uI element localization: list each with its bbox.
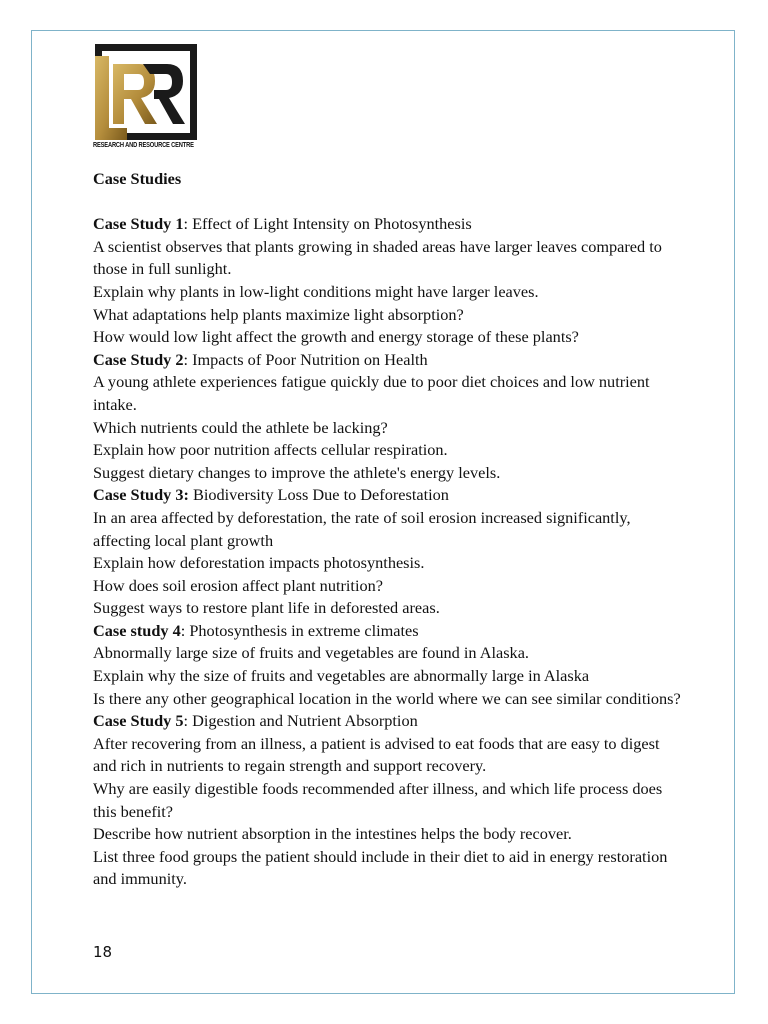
case-study-topic: : Digestion and Nutrient Absorption <box>183 711 418 731</box>
case-study-title <box>93 620 683 643</box>
case-study-line: Explain why the size of fruits and vegetables are abnormally large in Alaska <box>93 666 590 686</box>
logo-caption: RESEARCH AND RESOURCE CENTRE <box>93 142 194 149</box>
case-study-label: Case Study 2 <box>93 349 184 369</box>
case-study-line: How would low light affect the growth and energy storage of these plants? <box>93 327 579 347</box>
case-study-line: In an area affected by deforestation, the rate of soil erosion increased significantly, affecting local plant growth <box>93 507 631 550</box>
case-study-line: A young athlete experiences fatigue quickly due to poor diet choices and low nutrient intake. <box>93 372 650 414</box>
page-number: 18 <box>93 943 113 961</box>
page-heading: Case Studies <box>93 169 182 188</box>
case-study-line: Which nutrients could the athlete be lacking? <box>93 417 388 437</box>
case-study-topic: : Photosynthesis in extreme climates <box>180 620 419 640</box>
case-study-line: Suggest ways to restore plant life in deforested areas. <box>93 598 440 618</box>
case-study-line: A scientist observes that plants growing in shaded areas have larger leaves compared to those in full sunlight. <box>93 236 662 279</box>
case-study-line: Why are easily digestible foods recommended after illness, and which life process does this benefit? <box>93 779 663 821</box>
case-study-line: Abnormally large size of fruits and vegetables are found in Alaska. <box>93 643 529 663</box>
case-study-4 <box>93 620 683 710</box>
rr-monogram-icon <box>93 42 199 142</box>
case-study-line: Explain how poor nutrition affects cellular respiration. <box>93 440 448 460</box>
case-study-line: After recovering from an illness, a patient is advised to eat foods that are easy to digest and rich in nutrients to regain strength and support recovery. <box>93 733 660 776</box>
case-study-5 <box>93 710 683 891</box>
case-study-title <box>93 213 683 236</box>
case-study-1 <box>93 213 683 349</box>
case-study-line: How does soil erosion affect plant nutrition? <box>93 575 383 595</box>
case-study-line: Suggest dietary changes to improve the athlete's energy levels. <box>93 462 501 482</box>
case-study-title <box>93 710 683 733</box>
case-study-line: List three food groups the patient should include in their diet to aid in energy restoration and immunity. <box>93 846 668 889</box>
case-study-label: Case Study 5 <box>93 711 184 731</box>
document-body <box>93 168 683 891</box>
case-study-2 <box>93 349 683 485</box>
case-study-list <box>93 213 683 891</box>
case-study-line: Explain why plants in low-light conditions might have larger leaves. <box>93 281 539 301</box>
case-study-topic: : Impacts of Poor Nutrition on Health <box>183 349 428 369</box>
case-study-label: Case Study 3: <box>93 485 189 505</box>
case-study-line: Is there any other geographical location in the world where we can see similar conditions? <box>93 688 681 708</box>
rrc-logo <box>93 42 199 154</box>
case-study-line: Describe how nutrient absorption in the intestines helps the body recover. <box>93 824 572 844</box>
case-study-title <box>93 484 683 507</box>
case-study-label: Case Study 1 <box>93 214 184 234</box>
case-study-title <box>93 349 683 372</box>
case-study-3 <box>93 484 683 620</box>
case-study-line: Explain how deforestation impacts photosynthesis. <box>93 553 425 573</box>
case-study-topic: Biodiversity Loss Due to Deforestation <box>188 485 449 505</box>
case-study-line: What adaptations help plants maximize light absorption? <box>93 304 464 324</box>
case-study-topic: : Effect of Light Intensity on Photosynthesis <box>183 214 472 234</box>
case-study-label: Case study 4 <box>93 620 181 640</box>
